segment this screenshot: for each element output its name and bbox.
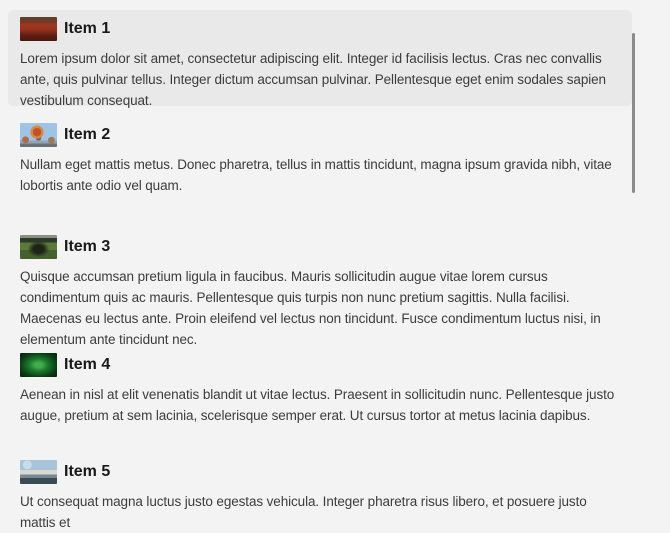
thumbnail-bicycles-in-meadow-image <box>20 235 57 259</box>
item-title: Item 4 <box>64 356 111 373</box>
thumbnail-green-foliage-image <box>20 353 57 377</box>
item-title: Item 2 <box>64 126 111 143</box>
thumbnail-carnival-swing-ride-image <box>20 123 57 147</box>
list-item[interactable] <box>8 453 632 533</box>
scrollbar-thumb[interactable] <box>632 33 635 193</box>
item-description: Nullam eget mattis metus. Donec pharetra, tellus in mattis tincidunt, magna ipsum gravida nibh, vitae lobortis ante odio vel quam. <box>20 157 612 193</box>
item-description: Lorem ipsum dolor sit amet, consectetur adipiscing elit. Integer id facilisis lectus. Cras nec convallis ante, quis pulvinar tellus. Integer dictum accumsan pulvinar. Pellentesque eget enim sodales sapien vestibulum consequat. <box>20 51 606 108</box>
list-item[interactable] <box>8 228 632 350</box>
item-header <box>8 10 632 41</box>
item-header <box>8 453 632 484</box>
list-item[interactable] <box>8 116 632 196</box>
list-item[interactable] <box>8 346 632 426</box>
item-title: Item 3 <box>64 238 111 255</box>
item-title: Item 5 <box>64 463 111 480</box>
item-description: Quisque accumsan pretium ligula in faucibus. Mauris sollicitudin augue vitae lorem cursus condimentum quis ac mauris. Pellentesque quis turpis non nunc pretium sagittis. Nulla facilisi. Maecenas eu lectus ante. Proin eleifend vel lectus non tincidunt. Fusce condimentum luctus nisi, in elementum ante tincidunt nec. <box>20 269 601 347</box>
thumbnail-harbor-waterfront-image <box>20 460 57 484</box>
list-view <box>8 0 632 531</box>
list-item[interactable] <box>8 10 632 106</box>
item-title: Item 1 <box>64 20 111 37</box>
item-header <box>8 346 632 377</box>
item-description: Aenean in nisl at elit venenatis blandit ut vitae lectus. Praesent in sollicitudin nunc. Pellentesque justo augue, pretium at sem lacinia, scelerisque semper erat. Ut cursus tortor at metus lacinia dapibus. <box>20 387 615 423</box>
vertical-scrollbar[interactable] <box>630 0 638 531</box>
item-header <box>8 228 632 259</box>
thumbnail-red-poppy-field-image <box>20 17 57 41</box>
item-description: Ut consequat magna luctus justo egestas vehicula. Integer pharetra risus libero, et posuere justo mattis et <box>20 494 587 530</box>
item-header <box>8 116 632 147</box>
